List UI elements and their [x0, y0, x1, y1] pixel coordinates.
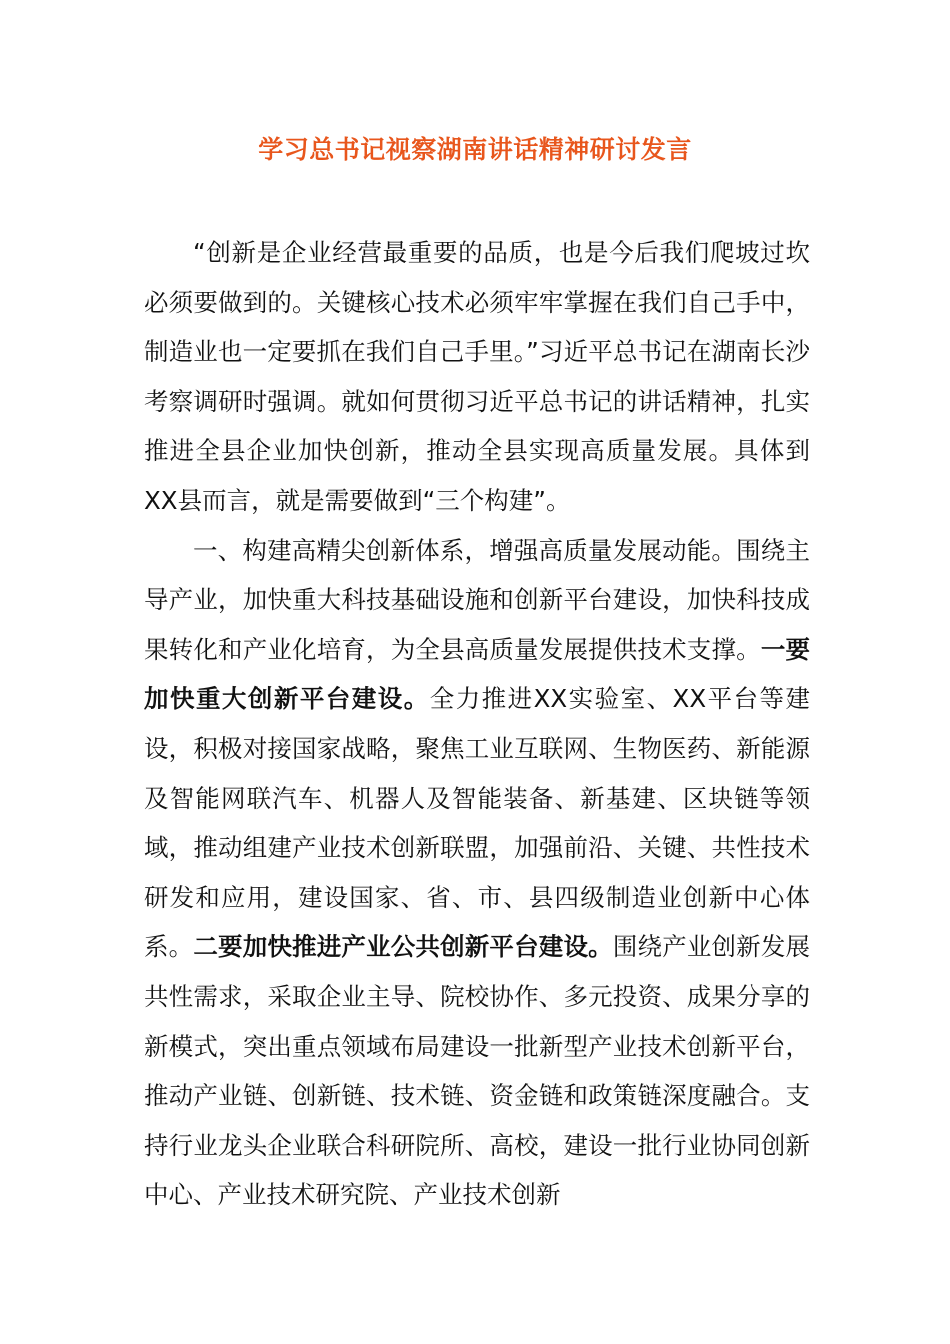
point-one-body: 全力推进XX实验室、XX平台等建设，积极对接国家战略，聚焦工业互联网、生物医药、新能源及智能网联汽车、机器人及智能装备、新基建、区块链等领域，推动组建产业技术创新联盟，加强前沿、关键、共性技术研发和应用，建设国家、省、市、县四级制造业创新中心体系。 [144, 684, 811, 962]
document-body [144, 228, 810, 1220]
paragraph-text: “创新是企业经营最重要的品质，也是今后我们爬坡过坎必须要做到的。关键核心技术必须牢牢掌握在我们自己手中，制造业也一定要抓在我们自己手里。”习近平总书记在湖南长沙考察调研时强调。就如何贯彻习近平总书记的讲话精神，扎实推进全县企业加快创新，推动全县实现高质量发展。具体到XX县而言，就是需要做到“三个构建”。 [144, 238, 810, 515]
point-two-heading: 二要加快推进产业公共创新平台建设。 [193, 932, 613, 962]
document-title: 学习总书记视察湖南讲话精神研讨发言 [258, 135, 692, 164]
point-two-body: 围绕产业创新发展共性需求，采取企业主导、院校协作、多元投资、成果分享的新模式，突出重点领域布局建设一批新型产业技术创新平台，推动产业链、创新链、技术链、资金链和政策链深度融合。支持行业龙头企业联合科研院所、高校，建设一批行业协同创新中心、产业技术研究院、产业技术创新 [144, 932, 811, 1210]
paragraph-section-one [144, 526, 810, 1220]
paragraph-intro-quote [144, 228, 810, 526]
point-one-heading: 一要加快重大创新平台建设。 [144, 634, 811, 714]
section-one-intro: 一、构建高精尖创新体系，增强高质量发展动能。围绕主导产业，加快重大科技基础设施和创新平台建设，加快科技成果转化和产业化培育，为全县高质量发展提供技术支撑。 [144, 535, 810, 664]
